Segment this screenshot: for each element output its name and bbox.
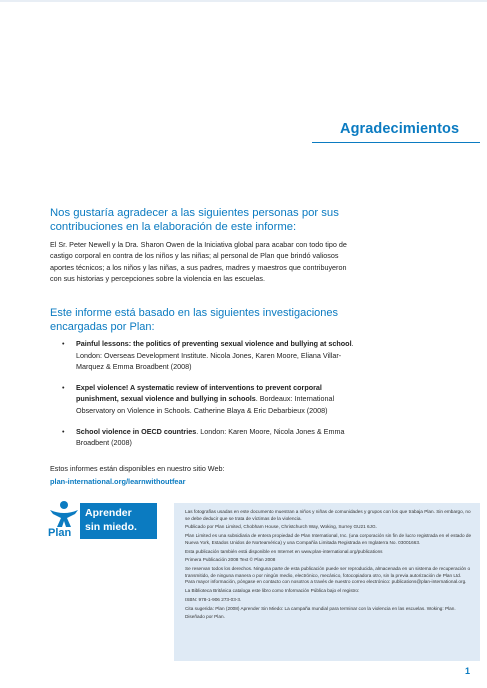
legal-line: ISBN: 978-1-906 273-03-3. <box>185 596 242 602</box>
legal-line: Primera Publicación 2008 Text © Plan 2008 <box>185 557 276 563</box>
logo-wordmark: Plan <box>48 527 72 539</box>
reference-details: . London: Karen Moore, Nicola Jones & Emma Broadbent (2008) <box>76 426 345 448</box>
bullet: • <box>62 339 65 348</box>
title-underline <box>312 142 480 143</box>
intro-heading: Nos gustaría agradecer a las siguientes personas por sus contribuciones en la elaboración de este informe: <box>50 207 339 233</box>
bullet: • <box>62 382 65 392</box>
legal-line: La Biblioteca Británica cataloga este libro como Información Pública bajo el registro: <box>185 588 360 594</box>
availability-note: Estos informes están disponibles en nuestro sitio Web: <box>50 464 225 473</box>
research-subheading: Este informe está basado en las siguientes investigaciones encargadas por Plan: <box>50 307 339 333</box>
page-title: Agradecimientos <box>340 121 460 137</box>
legal-line: Plan Limited es una subsidiaria de entera propiedad de Plan International, Inc. (una corporación sin fin de lucro registrada en el estado de Nueva York, Estados Unidos de Norteamérica) y una Compañía Limitada Registrada en Inglaterra No. 03001663. <box>185 533 472 545</box>
slogan-line-2: sin miedo. <box>85 521 137 533</box>
reference-list <box>50 338 355 458</box>
legal-box <box>174 503 480 661</box>
bullet: • <box>62 426 65 436</box>
reference-title: Expel violence! A systematic review of interventions to prevent corporal punishment, sexual violence and bullying in schools <box>76 382 322 404</box>
legal-line: Esta publicación también está disponible en Internet en www.plan-international.org/publications <box>185 548 383 554</box>
list-item <box>50 426 355 449</box>
slogan-line-1: Aprender <box>85 507 132 519</box>
list-item <box>50 338 355 373</box>
legal-line: Publicado por Plan Limited, Chobham House, Christchurch Way, Woking, Surrey GU21 6JG. <box>185 524 377 530</box>
legal-line: Las fotografías usadas en este documento muestran a niños y niñas de comunidades y grupos con los que trabaja Plan. Sin embargo, no se debe deducir que se trata de víctimas de la violencia. <box>185 509 471 521</box>
reference-details: . Bordeaux: International Observatory on Violence in Schools. Catherine Blaya & Eric Debarbieux (2008) <box>76 394 335 415</box>
legal-line: Cita sugerida: Plan (2008) Aprender Sin Miedo: La campaña mundial para terminar con la violencia en las escuelas. Woking: Plan. <box>185 605 456 611</box>
reference-title: School violence in OECD countries <box>76 426 197 436</box>
reference-details: . London: Overseas Development Institute. Nicola Jones, Karen Moore, Eliana Villar-Marquez & Emma Broadbent (2008) <box>76 339 354 372</box>
top-rule <box>0 0 487 2</box>
reference-title: Painful lessons: the politics of preventing sexual violence and bullying at school <box>76 339 352 348</box>
website-link[interactable]: plan-international.org/learnwithoutfear <box>50 477 186 486</box>
list-item <box>50 382 355 417</box>
plan-figure-icon <box>47 500 81 528</box>
slogan-box <box>80 503 157 539</box>
page-number: 1 <box>465 666 471 676</box>
acknowledgement-paragraph: El Sr. Peter Newell y la Dra. Sharon Owen de la Iniciativa global para acabar con todo tipo de castigo corporal en contra de los niños y las niñas; al personal de Plan que brindó valiosos aportes técnicos; a los niños y las niñas, a sus padres, madres y maestros que contribuyeron con sus historias y percepciones sobre la violencia en las escuelas. <box>50 240 347 284</box>
legal-line: Se reservan todos los derechos. Ninguna parte de esta publicación puede ser reproducida, almacenada en un sistema de recuperación o transmitido, de ninguna manera o por ningún medio, electrónico, mecánico, fotocopiadora otro, sin la previa autorización de Plan Ltd. Para mayor información, póngase en contacto con nosotros a través de nuestro correo electrónico: publications@plan-international.org. <box>185 566 471 585</box>
legal-line: Diseñado por Plan. <box>185 614 225 620</box>
